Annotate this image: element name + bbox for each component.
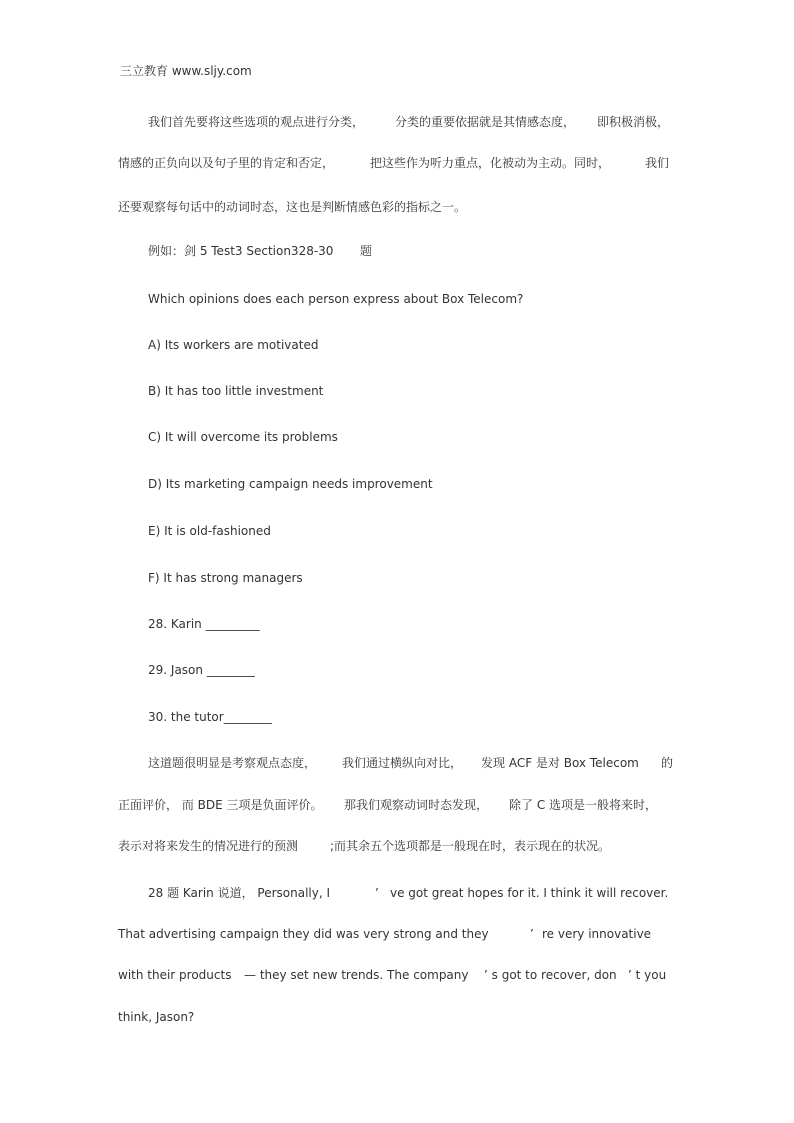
analysis-line-1-seg-3: 发现 ACF 是对 Box Telecom — [481, 756, 639, 770]
analysis-line-2-seg-3: 除了 C 选项是一般将来时， — [509, 798, 658, 812]
intro-line-1-seg-3: 即积极消极， — [597, 115, 670, 129]
transcript-line-2-seg-2: ’ — [530, 927, 534, 941]
analysis-line-2-seg-1: 正面评价， 而 BDE 三项是负面评价。 — [118, 798, 323, 812]
example-suffix: 题 — [360, 244, 373, 258]
analysis-line-2-seg-2: 那我们观察动词时态发现， — [344, 798, 489, 812]
question-text: Which opinions does each person express about Box Telecom? — [148, 292, 524, 306]
intro-line-3: 还要观察每句话中的动词时态，这也是判断情感色彩的指标之一。 — [118, 200, 467, 214]
transcript-line-3-seg-3: ’ s got to recover, don — [484, 968, 617, 982]
analysis-line-1-seg-4: 的 — [661, 756, 674, 770]
intro-line-2-seg-3: 我们 — [645, 156, 670, 170]
transcript-line-3-seg-4: ’ t you — [628, 968, 667, 982]
option-e: E) It is old-fashioned — [148, 524, 271, 538]
option-f: F) It has strong managers — [148, 571, 303, 585]
transcript-line-3-seg-1: with their products — [118, 968, 232, 982]
option-a: A) Its workers are motivated — [148, 338, 319, 352]
transcript-line-1-seg-2: ’ — [375, 886, 379, 900]
intro-line-1-seg-2: 分类的重要依据就是其情感态度， — [395, 115, 576, 129]
site-header: 三立教育 www.sljy.com — [120, 64, 252, 78]
transcript-line-1-seg-3: ve got great hopes for it. I think it will recover. — [390, 886, 669, 900]
answer-29: 29. Jason ________ — [148, 663, 255, 677]
transcript-line-2-seg-3: re very innovative — [542, 927, 652, 941]
analysis-line-1-seg-2: 我们通过横纵向对比， — [342, 756, 463, 770]
option-d: D) Its marketing campaign needs improvement — [148, 477, 433, 491]
intro-line-1-seg-1: 我们首先要将这些选项的观点进行分类， — [148, 115, 365, 129]
transcript-line-2-seg-1: That advertising campaign they did was very strong and they — [118, 927, 489, 941]
answer-28: 28. Karin _________ — [148, 617, 260, 631]
transcript-line-4: think, Jason? — [118, 1010, 195, 1024]
analysis-line-3-seg-1: 表示对将来发生的情况进行的预测 — [118, 839, 299, 853]
intro-line-2-seg-1: 情感的正负向以及句子里的肯定和否定， — [118, 156, 335, 170]
example-prefix: 例如：剑 5 Test3 Section328-30 — [148, 244, 334, 258]
transcript-line-1-seg-1: 28 题 Karin 说道， Personally, I — [148, 886, 331, 900]
option-c: C) It will overcome its problems — [148, 430, 338, 444]
answer-30: 30. the tutor________ — [148, 710, 272, 724]
analysis-line-3-seg-2: ;而其余五个选项都是一般现在时，表示现在的状况。 — [330, 839, 611, 853]
transcript-line-3-seg-2: — they set new trends. The company — [244, 968, 469, 982]
option-b: B) It has too little investment — [148, 384, 324, 398]
analysis-line-1-seg-1: 这道题很明显是考察观点态度， — [148, 756, 317, 770]
intro-line-2-seg-2: 把这些作为听力重点，化被动为主动。同时， — [370, 156, 611, 170]
